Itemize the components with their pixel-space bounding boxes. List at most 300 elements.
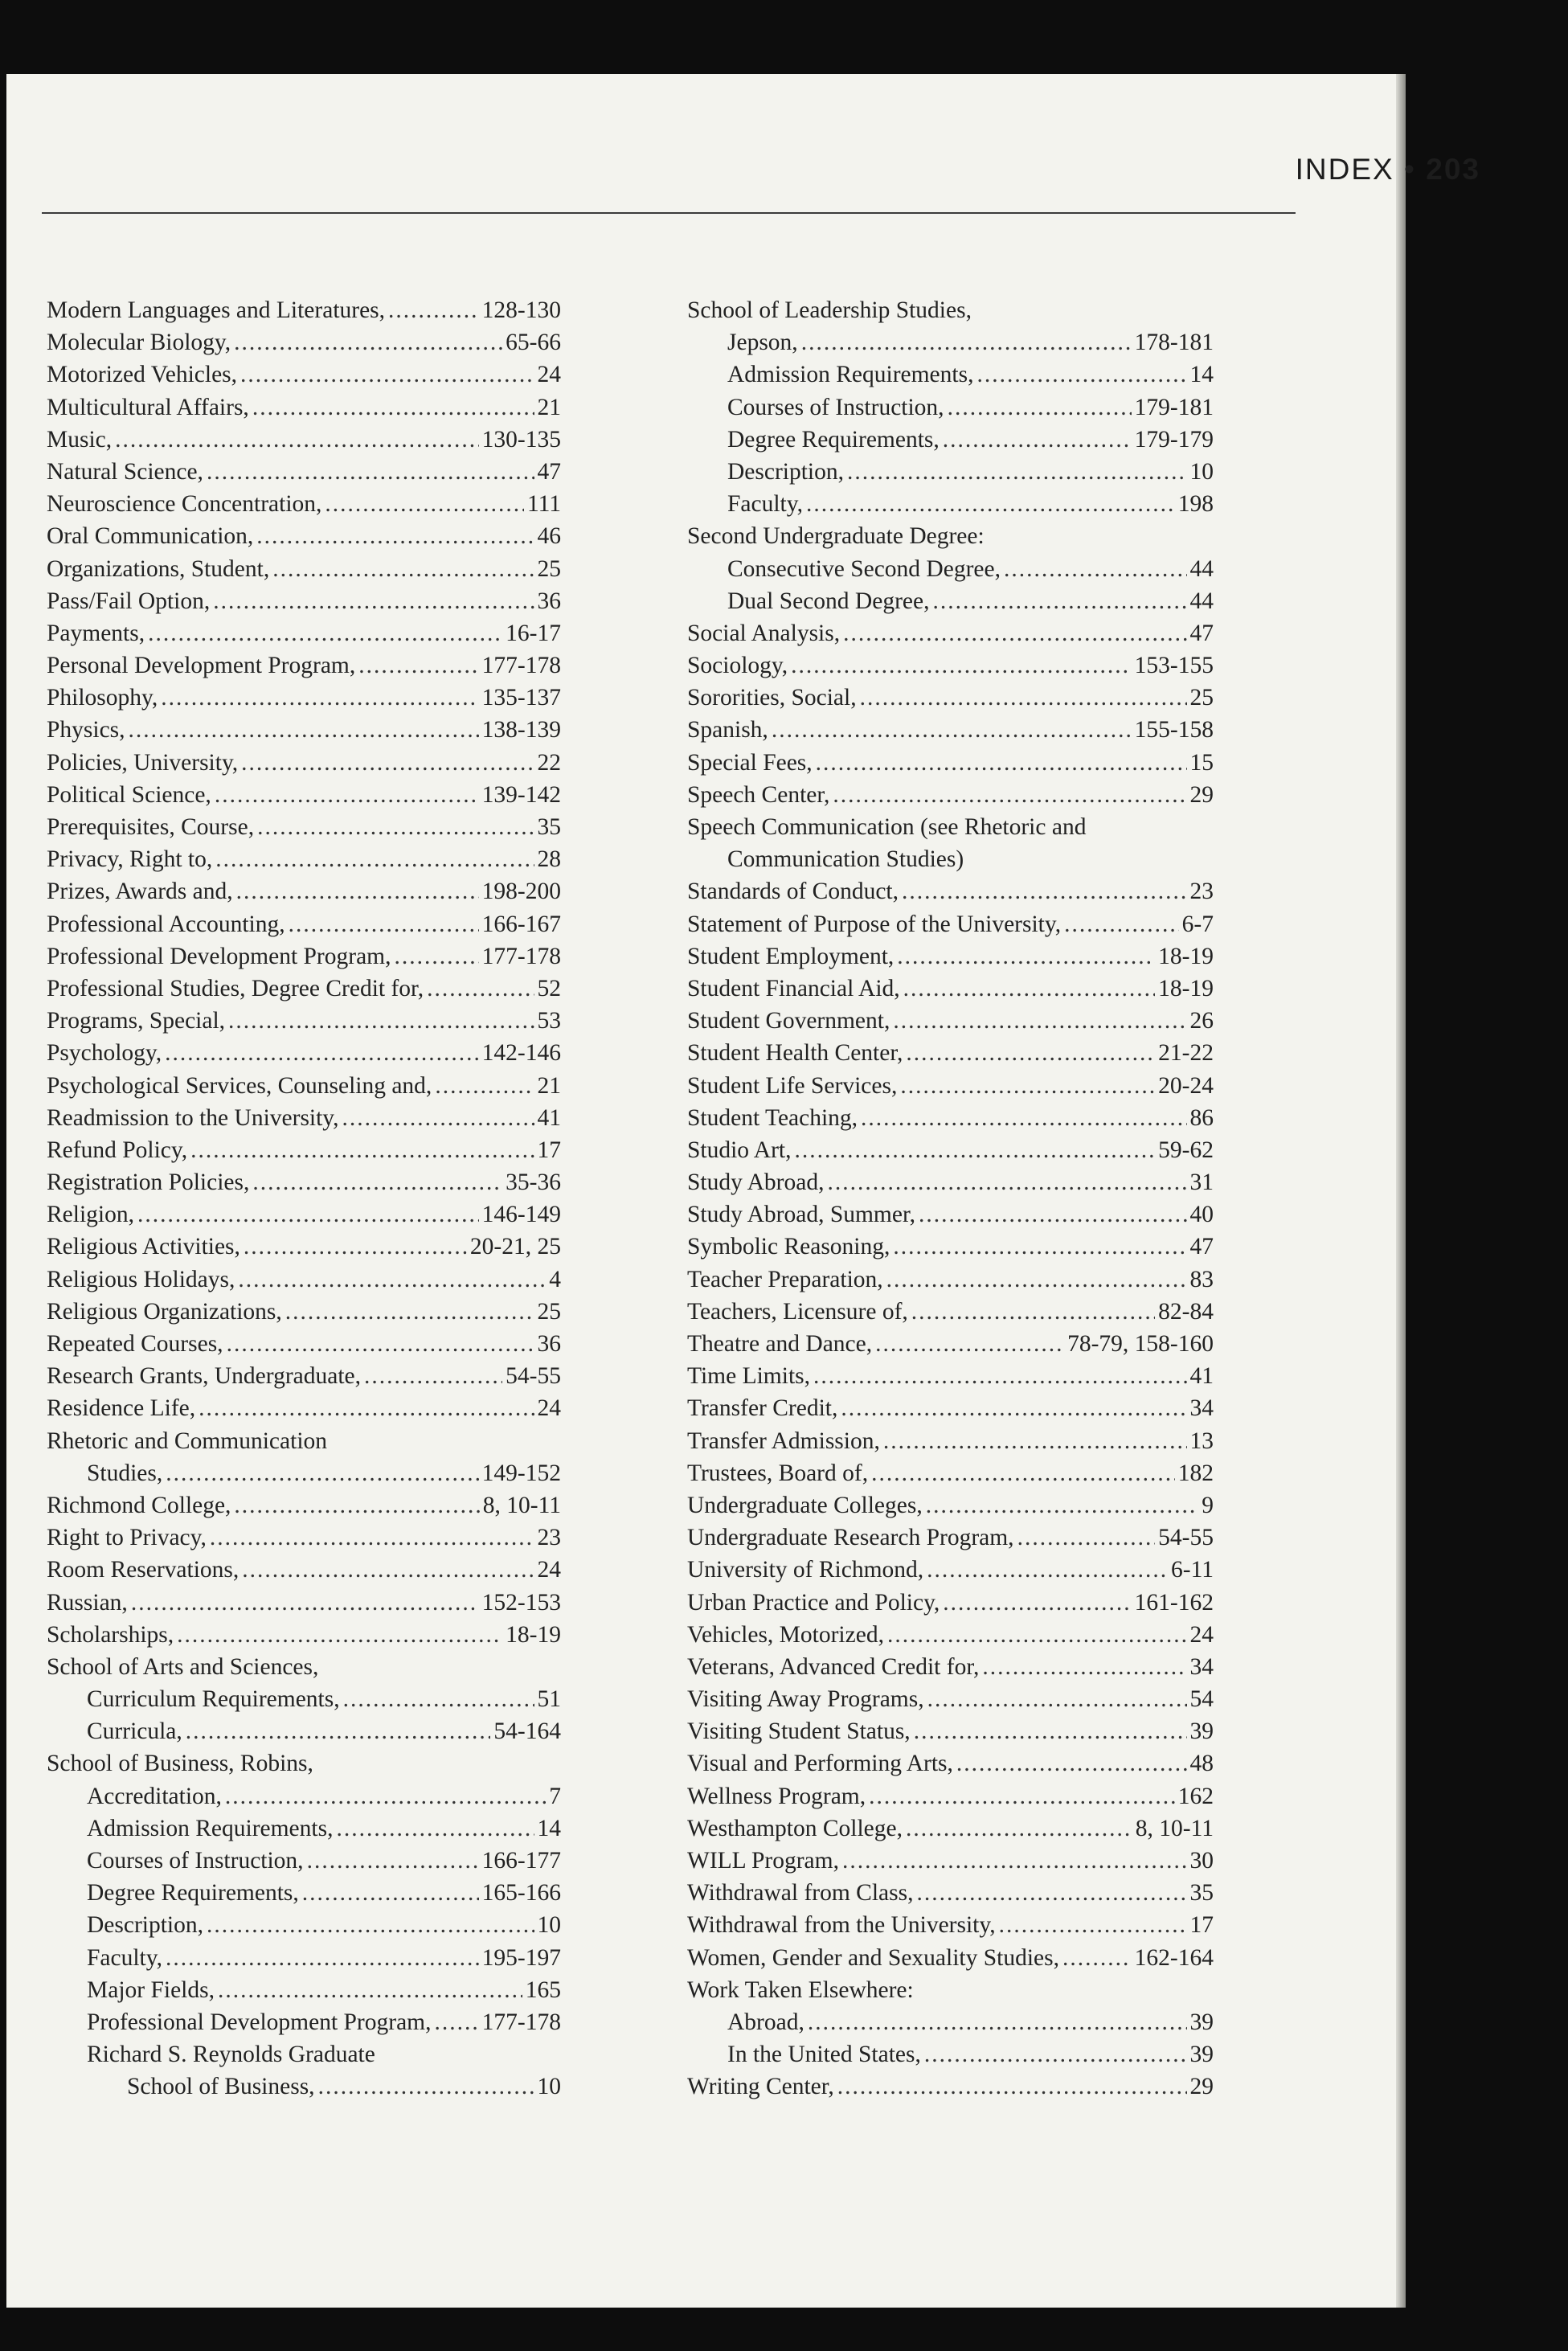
dot-leader: [926, 1489, 1199, 1522]
entry-pages: 149-152: [481, 1460, 561, 1486]
index-entry: [47, 2038, 561, 2070]
entry-label: Sociology,: [687, 653, 788, 679]
entry-label: Speech Center,: [687, 781, 830, 808]
entry-pages: 54-55: [506, 1363, 561, 1390]
index-entry: [687, 1264, 1214, 1296]
index-entry: [687, 1037, 1214, 1069]
entry-label: Visiting Away Programs,: [687, 1686, 924, 1713]
entry-label: Speech Communication (see Rhetoric and: [687, 814, 1087, 840]
entry-label: Veterans, Advanced Credit for,: [687, 1653, 980, 1680]
index-entry: [687, 1554, 1214, 1586]
index-entry: [47, 1328, 561, 1360]
entry-label: Study Abroad,: [687, 1169, 825, 1196]
index-entry: [47, 1845, 561, 1877]
entry-pages: 14: [1189, 362, 1214, 388]
entry-label: WILL Program,: [687, 1848, 839, 1874]
entry-pages: 48: [1189, 1751, 1214, 1777]
dot-leader: [808, 2006, 1187, 2038]
dot-leader: [861, 1102, 1186, 1134]
entry-pages: 130-135: [481, 426, 561, 453]
dot-leader: [131, 1587, 479, 1619]
entry-pages: 179-179: [1134, 426, 1214, 453]
entry-label: Natural Science,: [47, 458, 203, 485]
entry-pages: 52: [537, 975, 561, 1001]
header-separator: •: [1404, 153, 1416, 186]
entry-pages: 59-62: [1158, 1137, 1214, 1163]
index-entry: [47, 1005, 561, 1037]
entry-pages: 195-197: [481, 1944, 561, 1971]
entry-label: Philosophy,: [47, 685, 158, 711]
entry-label: Payments,: [47, 620, 145, 646]
entry-label: Symbolic Reasoning,: [687, 1234, 890, 1260]
dot-leader: [242, 1554, 534, 1586]
entry-label: Neuroscience Concentration,: [47, 491, 322, 518]
entry-label: Dual Second Degree,: [727, 588, 930, 614]
dot-leader: [893, 1231, 1186, 1263]
entry-pages: 44: [1189, 588, 1214, 614]
entry-pages: 162: [1177, 1783, 1214, 1809]
entry-label: Prizes, Awards and,: [47, 879, 233, 905]
index-entry: [47, 488, 561, 520]
entry-pages: 86: [1189, 1104, 1214, 1131]
entry-label: Refund Policy,: [47, 1137, 188, 1163]
entry-pages: 34: [1189, 1395, 1214, 1422]
entry-pages: 44: [1189, 555, 1214, 582]
index-entry: [47, 1198, 561, 1231]
index-entry: [687, 1974, 1214, 2006]
entry-pages: 17: [537, 1137, 561, 1163]
index-entry: [47, 553, 561, 585]
entry-label: Teacher Preparation,: [687, 1266, 883, 1292]
entry-label: Transfer Admission,: [687, 1427, 880, 1454]
dot-leader: [806, 488, 1175, 520]
index-entry: [47, 1651, 561, 1683]
entry-label: Degree Requirements,: [727, 426, 940, 453]
index-entry: [687, 456, 1214, 488]
index-entry: [687, 649, 1214, 682]
index-entry: [687, 326, 1214, 358]
entry-pages: 21: [537, 1072, 561, 1099]
dot-leader: [924, 2038, 1187, 2070]
dot-leader: [256, 520, 534, 552]
dot-leader: [166, 1942, 479, 1974]
index-entry: [47, 747, 561, 779]
entry-label: Richmond College,: [47, 1492, 231, 1518]
index-entry: [47, 1392, 561, 1424]
dot-leader: [165, 1037, 479, 1069]
dot-leader: [343, 1683, 534, 1715]
dot-leader: [900, 1070, 1155, 1102]
entry-pages: 54-164: [493, 1718, 561, 1745]
entry-pages: 41: [537, 1104, 561, 1131]
dot-leader: [115, 424, 479, 456]
index-entry: [47, 617, 561, 649]
entry-pages: 182: [1177, 1460, 1214, 1486]
dot-leader: [860, 682, 1187, 714]
index-entry: [687, 1102, 1214, 1134]
entry-pages: 24: [1189, 1621, 1214, 1648]
header-rule: [42, 212, 1296, 214]
entry-label: Spanish,: [687, 717, 768, 743]
index-entry: [47, 875, 561, 907]
entry-label: Studies,: [87, 1460, 163, 1486]
dot-leader: [161, 682, 478, 714]
index-entry: [687, 358, 1214, 391]
index-entry: [47, 908, 561, 940]
header-section: INDEX: [1295, 153, 1394, 186]
entry-label: School of Leadership Studies,: [687, 297, 972, 323]
dot-leader: [956, 1747, 1187, 1780]
entry-label: Admission Requirements,: [87, 1815, 334, 1841]
entry-pages: 15: [1189, 749, 1214, 776]
entry-pages: 155-158: [1134, 717, 1214, 743]
dot-leader: [1062, 1942, 1132, 1974]
index-entry: [687, 1070, 1214, 1102]
entry-label: Molecular Biology,: [47, 330, 231, 356]
entry-label: Student Health Center,: [687, 1040, 903, 1067]
index-entry: [687, 1392, 1214, 1424]
entry-pages: 4: [549, 1266, 561, 1292]
entry-pages: 7: [549, 1783, 561, 1809]
dot-leader: [215, 843, 534, 875]
entry-pages: 161-162: [1134, 1589, 1214, 1616]
entry-label: Room Reservations,: [47, 1557, 239, 1583]
entry-label: Music,: [47, 426, 113, 453]
dot-leader: [1017, 1522, 1156, 1554]
entry-label: Special Fees,: [687, 749, 813, 776]
dot-leader: [435, 1070, 534, 1102]
entry-pages: 6-7: [1181, 911, 1214, 937]
index-entry: [47, 1166, 561, 1198]
entry-label: Work Taken Elsewhere:: [687, 1976, 914, 2003]
entry-label: Multicultural Affairs,: [47, 394, 249, 420]
entry-label: Faculty,: [727, 491, 803, 518]
dot-leader: [1064, 908, 1179, 940]
entry-label: Time Limits,: [687, 1363, 811, 1390]
dot-leader: [875, 1328, 1064, 1360]
dot-leader: [207, 456, 534, 488]
entry-label: Psychological Services, Counseling and,: [47, 1072, 432, 1099]
dot-leader: [435, 2006, 479, 2038]
dot-leader: [257, 811, 534, 843]
entry-label: Modern Languages and Literatures,: [47, 297, 386, 323]
entry-label: Programs, Special,: [47, 1008, 226, 1034]
index-entry: [47, 1457, 561, 1489]
index-entry: [47, 326, 561, 358]
entry-label: Visiting Student Status,: [687, 1718, 911, 1745]
entry-pages: 39: [1189, 2042, 1214, 2068]
dot-leader: [234, 326, 502, 358]
entry-pages: 166-177: [481, 1848, 561, 1874]
index-entry: [687, 1489, 1214, 1522]
index-entry: [687, 1166, 1214, 1198]
dot-leader: [177, 1619, 502, 1651]
dot-leader: [137, 1198, 479, 1231]
entry-label: Religion,: [47, 1202, 134, 1228]
index-entry: [687, 811, 1214, 843]
dot-leader: [325, 488, 524, 520]
entry-label: Oral Communication,: [47, 523, 254, 550]
entry-pages: 30: [1189, 1848, 1214, 1874]
entry-label: Social Analysis,: [687, 620, 841, 646]
running-header: [1296, 153, 1480, 186]
dot-leader: [227, 1328, 534, 1360]
dot-leader: [914, 1715, 1187, 1747]
index-entry: [687, 1522, 1214, 1554]
index-entry: [47, 940, 561, 973]
entry-label: School of Business,: [127, 2074, 315, 2100]
index-entry: [47, 682, 561, 714]
page-edge: [1396, 74, 1406, 2308]
index-entry: [47, 1747, 561, 1780]
entry-pages: 39: [1189, 2009, 1214, 2035]
entry-pages: 21-22: [1158, 1040, 1214, 1067]
entry-label: Description,: [87, 1912, 204, 1939]
dot-leader: [234, 1489, 479, 1522]
index-entry: [687, 1942, 1214, 1974]
entry-pages: 20-21, 25: [469, 1234, 561, 1260]
entry-label: Jepson,: [727, 330, 798, 356]
entry-label: Organizations, Student,: [47, 555, 270, 582]
index-entry: [47, 714, 561, 746]
entry-pages: 25: [537, 555, 561, 582]
dot-leader: [919, 1198, 1187, 1231]
dot-leader: [395, 940, 479, 973]
entry-pages: 177-178: [481, 653, 561, 679]
entry-pages: 26: [1189, 1008, 1214, 1034]
index-entry: [687, 1845, 1214, 1877]
entry-pages: 35: [1189, 1880, 1214, 1907]
entry-pages: 111: [526, 491, 561, 518]
entry-label: School of Business, Robins,: [47, 1751, 313, 1777]
index-entry: [687, 2070, 1214, 2103]
entry-label: School of Arts and Sciences,: [47, 1653, 319, 1680]
dot-leader: [199, 1392, 534, 1424]
entry-label: Admission Requirements,: [727, 362, 974, 388]
entry-label: Registration Policies,: [47, 1169, 250, 1196]
entry-pages: 47: [1189, 620, 1214, 646]
index-entry: [687, 1683, 1214, 1715]
entry-label: Readmission to the University,: [47, 1104, 339, 1131]
entry-label: Second Undergraduate Degree:: [687, 523, 985, 550]
index-entry: [47, 1102, 561, 1134]
entry-pages: 36: [537, 588, 561, 614]
entry-pages: 10: [1189, 458, 1214, 485]
index-entry: [687, 2006, 1214, 2038]
dot-leader: [886, 1264, 1187, 1296]
entry-pages: 46: [537, 523, 561, 550]
entry-label: University of Richmond,: [687, 1557, 924, 1583]
dot-leader: [289, 908, 479, 940]
index-entry: [687, 488, 1214, 520]
dot-leader: [241, 747, 534, 779]
dot-leader: [148, 617, 502, 649]
index-entry: [47, 1619, 561, 1651]
entry-label: Accreditation,: [87, 1783, 222, 1809]
entry-label: Religious Holidays,: [47, 1266, 235, 1292]
index-entry: [687, 973, 1214, 1005]
dot-leader: [318, 2070, 534, 2103]
entry-label: Scholarships,: [47, 1621, 174, 1648]
entry-label: Visual and Performing Arts,: [687, 1751, 953, 1777]
index-entry: [47, 843, 561, 875]
index-entry: [47, 1037, 561, 1069]
entry-pages: 153-155: [1134, 653, 1214, 679]
entry-label: Professional Studies, Degree Credit for,: [47, 975, 424, 1001]
dot-leader: [228, 1005, 534, 1037]
entry-label: Curricula,: [87, 1718, 182, 1745]
index-entry: [687, 779, 1214, 811]
dot-leader: [883, 1425, 1187, 1457]
dot-leader: [388, 294, 479, 326]
dot-leader: [976, 358, 1186, 391]
entry-label: Communication Studies): [727, 846, 964, 873]
entry-pages: 78-79, 158-160: [1067, 1331, 1214, 1357]
dot-leader: [272, 553, 534, 585]
entry-pages: 20-24: [1158, 1072, 1214, 1099]
entry-pages: 47: [1189, 1234, 1214, 1260]
dot-leader: [982, 1651, 1186, 1683]
dot-leader: [795, 1134, 1156, 1166]
dot-leader: [207, 1909, 534, 1941]
entry-pages: 23: [537, 1525, 561, 1551]
entry-label: Richard S. Reynolds Graduate: [87, 2042, 375, 2068]
dot-leader: [827, 1166, 1186, 1198]
index-entry: [687, 1651, 1214, 1683]
entry-label: Pass/Fail Option,: [47, 588, 211, 614]
index-entry: [47, 1909, 561, 1941]
entry-label: Physics,: [47, 717, 125, 743]
dot-leader: [869, 1780, 1175, 1812]
index-entry: [47, 1683, 561, 1715]
entry-pages: 65-66: [506, 330, 561, 356]
dot-leader: [906, 1812, 1132, 1845]
entry-label: Political Science,: [47, 781, 211, 808]
entry-label: Description,: [727, 458, 845, 485]
index-entry: [687, 424, 1214, 456]
dot-leader: [943, 424, 1132, 456]
entry-pages: 51: [537, 1686, 561, 1713]
dot-leader: [772, 714, 1132, 746]
entry-label: Women, Gender and Sexuality Studies,: [687, 1944, 1059, 1971]
dot-leader: [307, 1845, 479, 1877]
index-entry: [47, 424, 561, 456]
index-entry: [687, 1457, 1214, 1489]
index-entry: [47, 2006, 561, 2038]
dot-leader: [999, 1909, 1187, 1941]
dot-leader: [252, 391, 534, 424]
index-entry: [47, 1425, 561, 1457]
entry-label: In the United States,: [727, 2042, 921, 2068]
index-entry: [687, 843, 1214, 875]
entry-label: Russian,: [47, 1589, 128, 1616]
entry-pages: 31: [1189, 1169, 1214, 1196]
dot-leader: [238, 1264, 546, 1296]
dot-leader: [893, 1005, 1186, 1037]
index-entry: [47, 1587, 561, 1619]
entry-label: Rhetoric and Communication: [47, 1427, 328, 1454]
dot-leader: [927, 1683, 1187, 1715]
dot-leader: [916, 1877, 1186, 1909]
entry-pages: 82-84: [1158, 1298, 1214, 1325]
entry-label: Professional Development Program,: [47, 943, 391, 969]
entry-pages: 128-130: [481, 297, 561, 323]
index-entry: [47, 1264, 561, 1296]
entry-pages: 41: [1189, 1363, 1214, 1390]
index-entry: [47, 585, 561, 617]
entry-pages: 54: [1189, 1686, 1214, 1713]
index-entry: [687, 553, 1214, 585]
entry-pages: 24: [537, 1557, 561, 1583]
dot-leader: [190, 1134, 534, 1166]
dot-leader: [813, 1360, 1186, 1392]
entry-label: Student Government,: [687, 1008, 890, 1034]
dot-leader: [215, 779, 479, 811]
index-entry: [687, 682, 1214, 714]
index-entry: [687, 1747, 1214, 1780]
dot-leader: [842, 1845, 1187, 1877]
index-entry: [47, 1296, 561, 1328]
dot-leader: [833, 779, 1186, 811]
entry-pages: 28: [537, 846, 561, 873]
dot-leader: [240, 358, 534, 391]
dot-leader: [791, 649, 1132, 682]
entry-pages: 10: [537, 2074, 561, 2100]
index-entry: [47, 1134, 561, 1166]
dot-leader: [302, 1877, 479, 1909]
dot-leader: [427, 973, 534, 1005]
index-entry: [687, 1909, 1214, 1941]
index-entry: [687, 1296, 1214, 1328]
index-entry: [687, 714, 1214, 746]
entry-pages: 179-181: [1134, 394, 1214, 420]
entry-label: Transfer Credit,: [687, 1395, 838, 1422]
index-entry: [47, 358, 561, 391]
entry-pages: 22: [537, 749, 561, 776]
dot-leader: [906, 1037, 1155, 1069]
index-entry: [687, 1587, 1214, 1619]
index-entry: [47, 1877, 561, 1909]
entry-pages: 35: [537, 814, 561, 840]
index-entry: [47, 1780, 561, 1812]
entry-pages: 178-181: [1134, 330, 1214, 356]
dot-leader: [213, 585, 534, 617]
entry-pages: 83: [1189, 1266, 1214, 1292]
index-entry: [47, 391, 561, 424]
index-entry: [687, 1715, 1214, 1747]
entry-label: Professional Accounting,: [47, 911, 285, 937]
dot-leader: [244, 1231, 467, 1263]
entry-pages: 35-36: [506, 1169, 561, 1196]
index-entry: [687, 1328, 1214, 1360]
index-entry: [687, 1877, 1214, 1909]
index-entry: [687, 1360, 1214, 1392]
dot-leader: [210, 1522, 534, 1554]
entry-label: Studio Art,: [687, 1137, 792, 1163]
entry-pages: 14: [537, 1815, 561, 1841]
entry-label: Curriculum Requirements,: [87, 1686, 340, 1713]
entry-label: Faculty,: [87, 1944, 162, 1971]
entry-label: Research Grants, Undergraduate,: [47, 1363, 361, 1390]
index-entry: [47, 1522, 561, 1554]
index-entry: [47, 811, 561, 843]
entry-pages: 177-178: [481, 2009, 561, 2035]
index-entry: [47, 779, 561, 811]
dot-leader: [897, 940, 1155, 973]
index-entry: [687, 1780, 1214, 1812]
entry-label: Repeated Courses,: [47, 1331, 223, 1357]
entry-pages: 177-178: [481, 943, 561, 969]
